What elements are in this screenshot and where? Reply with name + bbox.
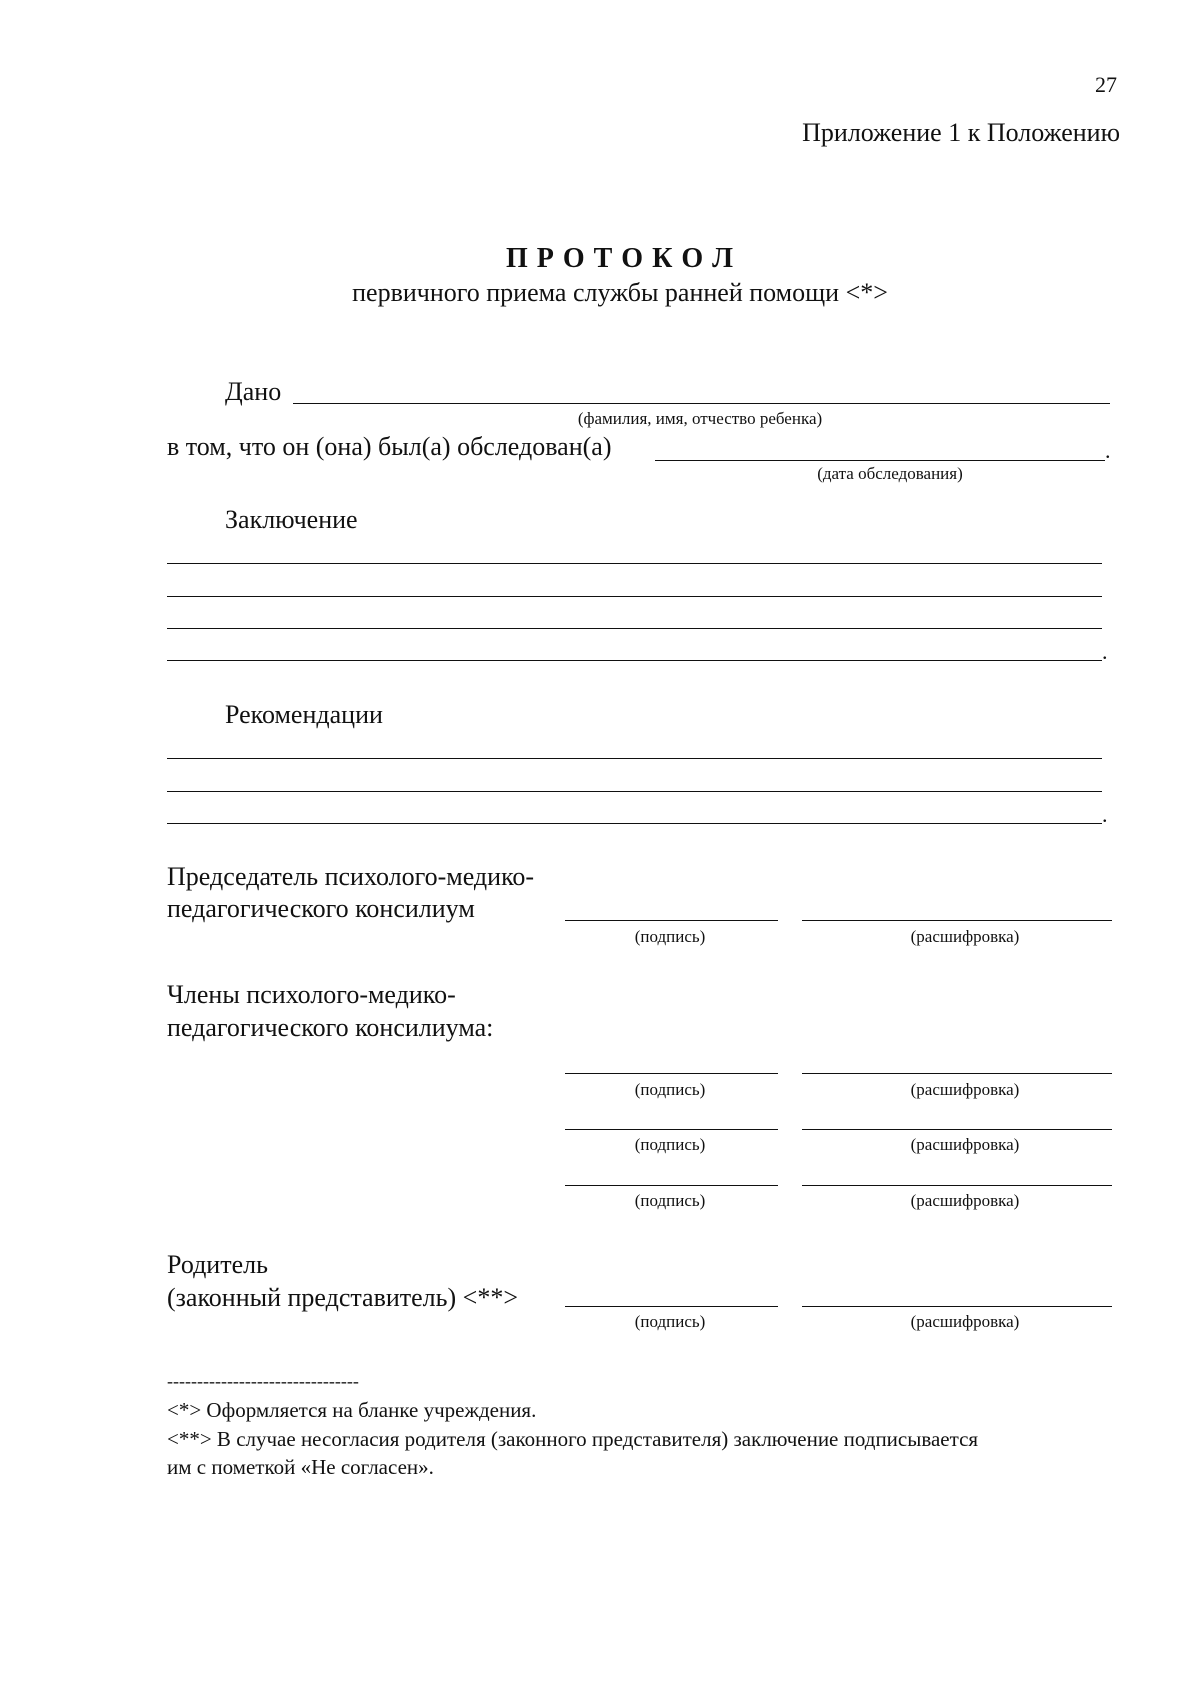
member-decryption-line[interactable] bbox=[802, 1129, 1112, 1130]
footnote-2-line2: им с пометкой «Не согласен». bbox=[167, 1455, 434, 1479]
footnote-1: <*> Оформляется на бланке учреждения. bbox=[167, 1398, 537, 1422]
recommendations-line[interactable] bbox=[167, 791, 1102, 792]
recommendations-label: Рекомендации bbox=[225, 700, 383, 729]
parent-label-line2: (законный представитель) <**> bbox=[167, 1283, 518, 1312]
member-signature-line[interactable] bbox=[565, 1129, 778, 1130]
chairman-decryption-line[interactable] bbox=[802, 920, 1112, 921]
chairman-signature-caption: (подпись) bbox=[634, 927, 706, 946]
member-decryption-caption: (расшифровка) bbox=[910, 1080, 1020, 1099]
conclusion-period: . bbox=[1102, 639, 1108, 664]
exam-date-line[interactable] bbox=[655, 460, 1105, 461]
member-signature-caption: (подпись) bbox=[634, 1080, 706, 1099]
page-number: 27 bbox=[1095, 72, 1117, 97]
child-name-line[interactable] bbox=[293, 403, 1110, 404]
conclusion-line[interactable] bbox=[167, 563, 1102, 564]
examined-text: в том, что он (она) был(а) обследован(а) bbox=[167, 432, 612, 461]
appendix-reference: Приложение 1 к Положению bbox=[802, 118, 1120, 147]
recommendations-period: . bbox=[1102, 802, 1108, 827]
member-signature-line[interactable] bbox=[565, 1185, 778, 1186]
chairman-decryption-caption: (расшифровка) bbox=[910, 927, 1020, 946]
member-decryption-line[interactable] bbox=[802, 1073, 1112, 1074]
conclusion-label: Заключение bbox=[225, 505, 358, 534]
chairman-label-line2: педагогического консилиум bbox=[167, 894, 475, 923]
given-label: Дано bbox=[225, 377, 282, 406]
members-label-line1: Члены психолого-медико- bbox=[167, 980, 456, 1009]
parent-label-line1: Родитель bbox=[167, 1250, 268, 1279]
parent-signature-line[interactable] bbox=[565, 1306, 778, 1307]
exam-date-caption: (дата обследования) bbox=[817, 464, 963, 483]
footnote-separator: -------------------------------- bbox=[167, 1371, 359, 1391]
parent-decryption-line[interactable] bbox=[802, 1306, 1112, 1307]
footnote-2-line1: <**> В случае несогласия родителя (законного представителя) заключение подписывается bbox=[167, 1427, 979, 1451]
member-decryption-caption: (расшифровка) bbox=[910, 1135, 1020, 1154]
member-decryption-line[interactable] bbox=[802, 1185, 1112, 1186]
chairman-signature-line[interactable] bbox=[565, 920, 778, 921]
members-label-line2: педагогического консилиума: bbox=[167, 1013, 494, 1042]
parent-signature-caption: (подпись) bbox=[634, 1312, 706, 1331]
conclusion-line[interactable] bbox=[167, 660, 1102, 661]
chairman-label-line1: Председатель психолого-медико- bbox=[167, 862, 535, 891]
document-title: П Р О Т О К О Л bbox=[505, 243, 735, 274]
parent-decryption-caption: (расшифровка) bbox=[910, 1312, 1020, 1331]
member-signature-caption: (подпись) bbox=[634, 1135, 706, 1154]
member-decryption-caption: (расшифровка) bbox=[910, 1191, 1020, 1210]
document-subtitle: первичного приема службы ранней помощи <*> bbox=[352, 278, 888, 307]
exam-date-period: . bbox=[1105, 438, 1111, 463]
child-name-caption: (фамилия, имя, отчество ребенка) bbox=[577, 409, 823, 428]
conclusion-line[interactable] bbox=[167, 628, 1102, 629]
recommendations-line[interactable] bbox=[167, 758, 1102, 759]
member-signature-caption: (подпись) bbox=[634, 1191, 706, 1210]
member-signature-line[interactable] bbox=[565, 1073, 778, 1074]
conclusion-line[interactable] bbox=[167, 596, 1102, 597]
recommendations-line[interactable] bbox=[167, 823, 1102, 824]
